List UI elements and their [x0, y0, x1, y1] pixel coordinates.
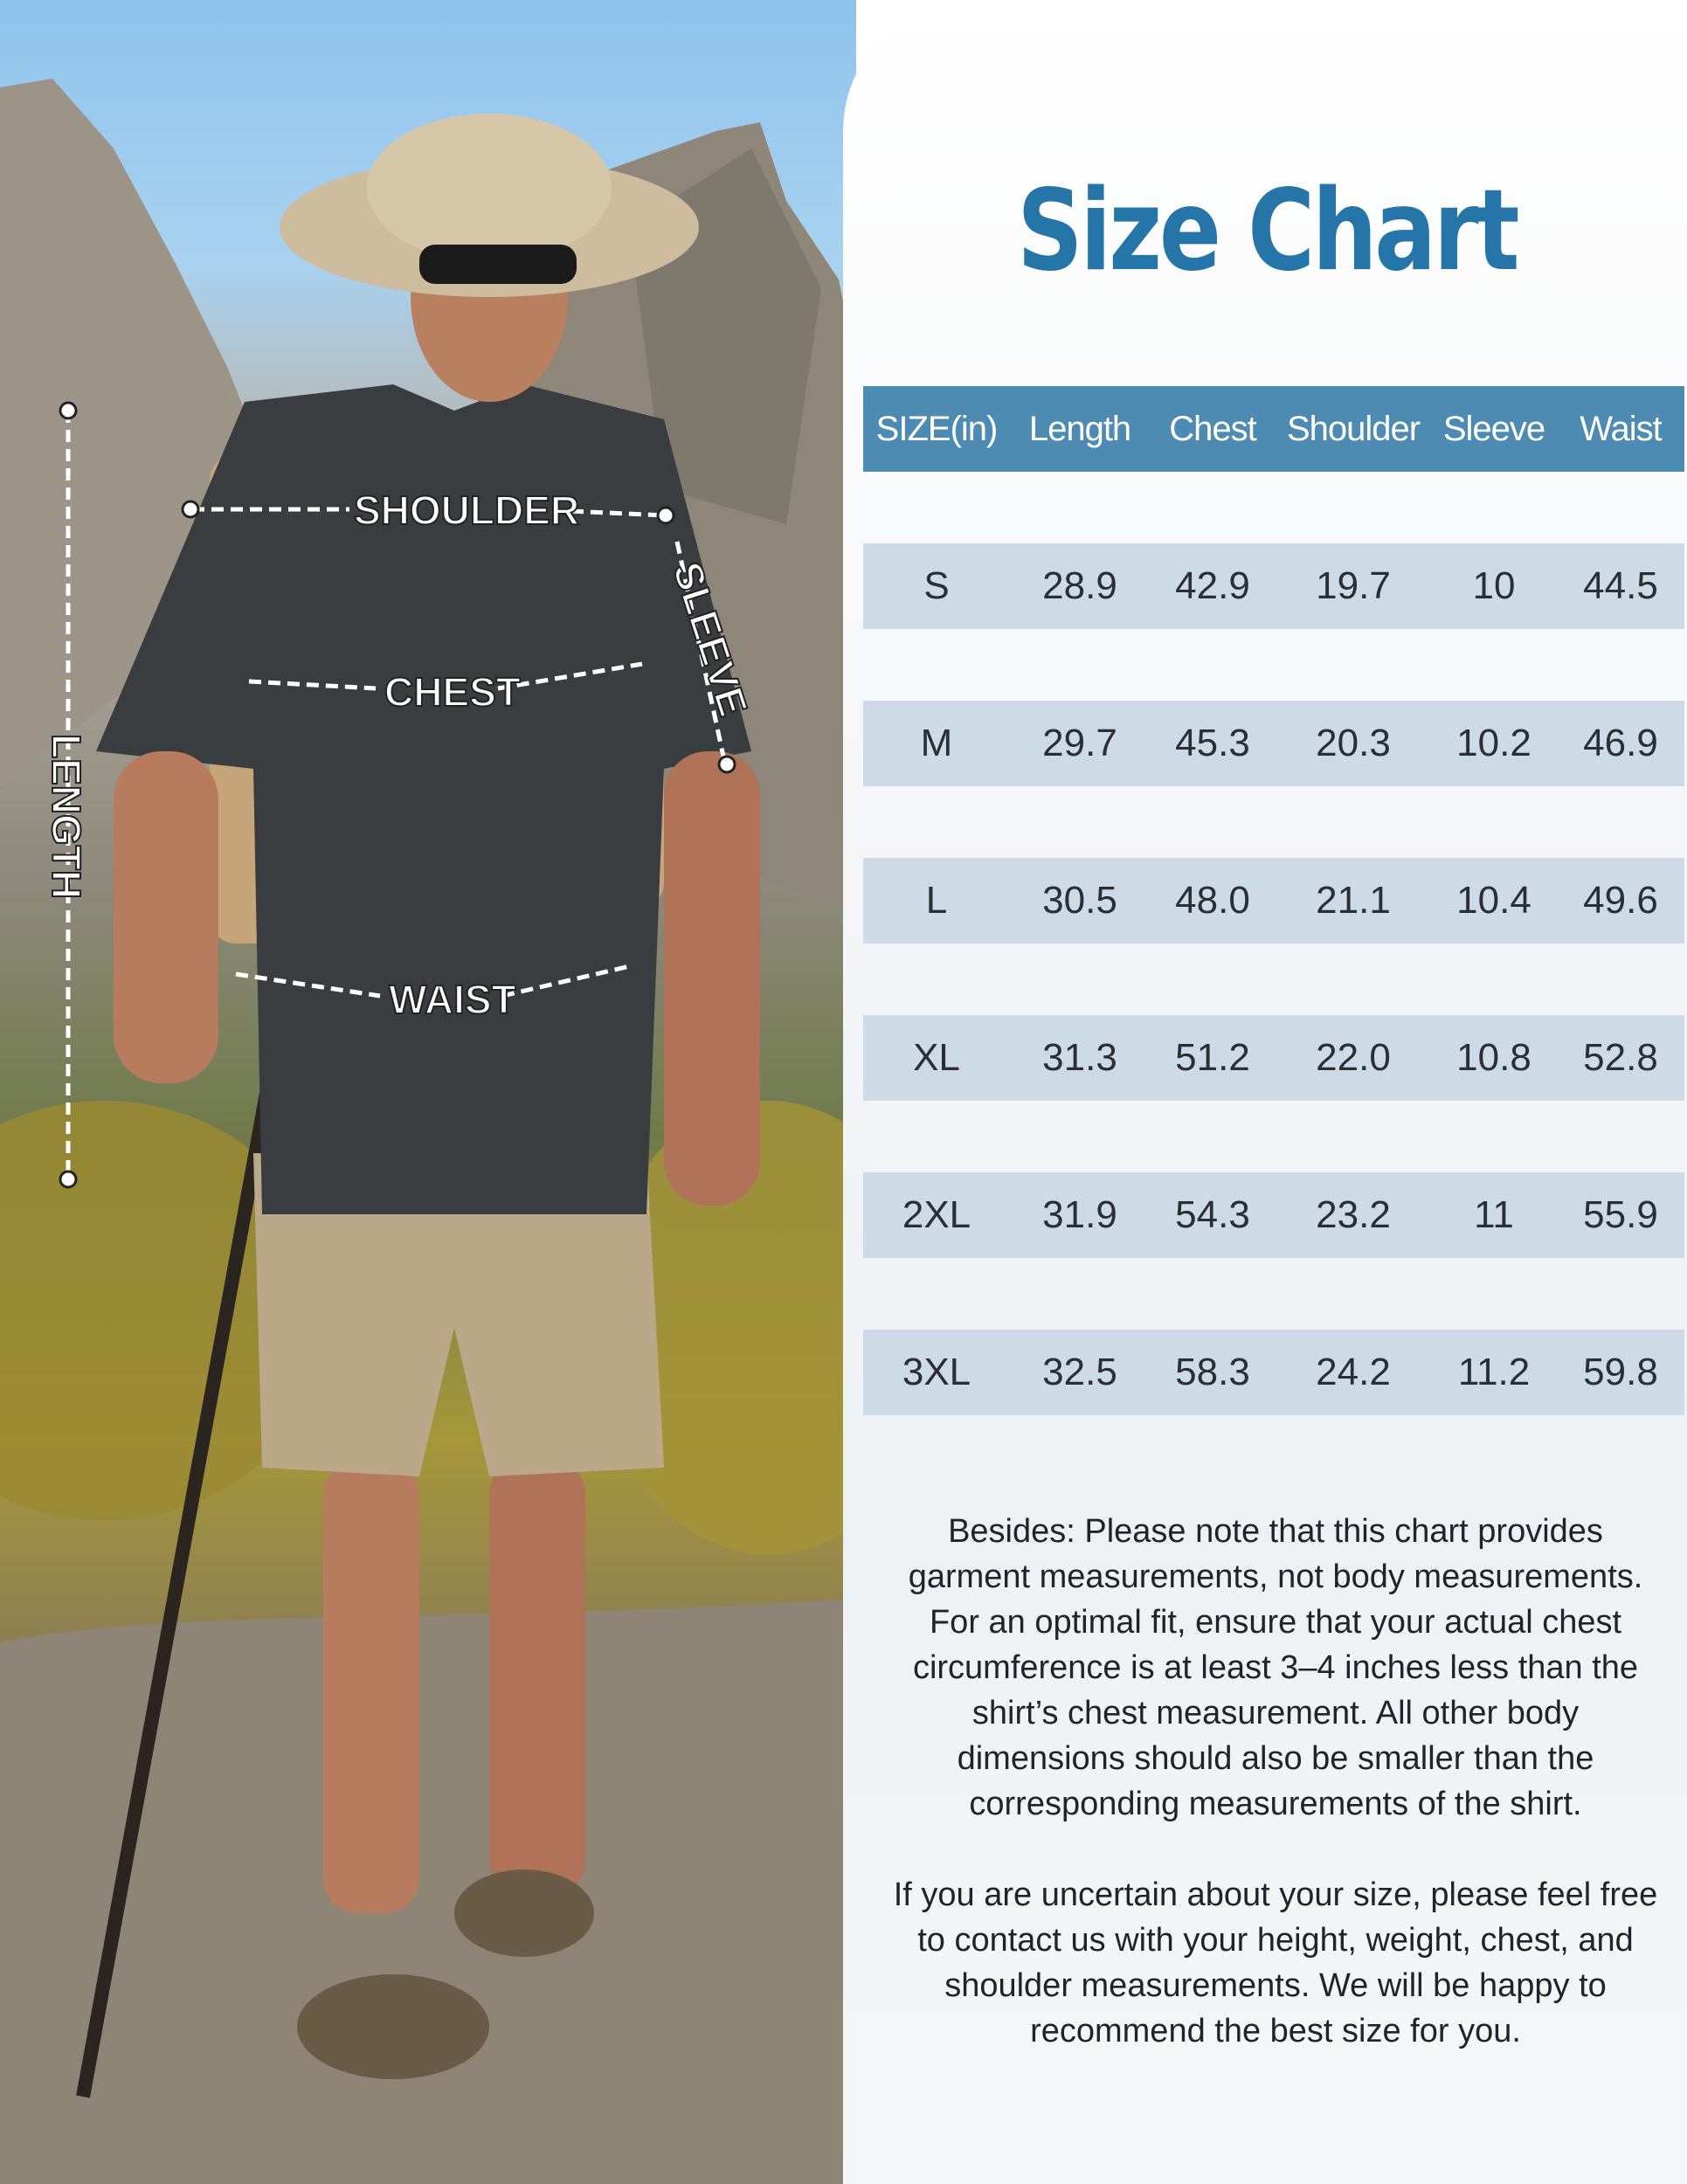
column-header-waist: Waist: [1557, 386, 1684, 472]
size-cell: S: [863, 543, 1010, 629]
length-cell: 30.5: [1010, 858, 1150, 943]
chest-cell: 42.9: [1150, 543, 1276, 629]
waist-cell: 44.5: [1557, 543, 1684, 629]
shoulder-cell: 22.0: [1276, 1015, 1431, 1101]
chest-cell: 54.3: [1150, 1172, 1276, 1258]
length-cell: 31.3: [1010, 1015, 1150, 1101]
garment-measurement-note: Besides: Please note that this chart provides garment measurements, not body measurements. For an optimal fit, ensure that your actual chest circumference is at least 3–4 inches less than the shirt’s chest measurement. All other body dimensions should also be smaller than the corresponding measurements of the shirt.: [908, 1513, 1643, 1822]
sleeve-cell: 10.4: [1431, 858, 1557, 943]
table-row: [863, 1015, 1684, 1101]
shoe-right: [454, 1870, 594, 1957]
size-cell: 3XL: [863, 1330, 1010, 1415]
length-cell: 31.9: [1010, 1172, 1150, 1258]
table-row: [863, 858, 1684, 943]
table-row: [863, 701, 1684, 786]
size-cell: 2XL: [863, 1172, 1010, 1258]
size-cell: L: [863, 858, 1010, 943]
table-header-row: [863, 386, 1684, 472]
ground: [0, 1599, 856, 2184]
waist-cell: 52.8: [1557, 1015, 1684, 1101]
column-header-shoulder: Shoulder: [1276, 386, 1431, 472]
chest-label: CHEST: [384, 669, 521, 715]
shoulder-cell: 20.3: [1276, 701, 1431, 786]
chest-cell: 58.3: [1150, 1330, 1276, 1415]
sleeve-cell: 11: [1431, 1172, 1557, 1258]
sleeve-cell: 10.2: [1431, 701, 1557, 786]
length-cell: 28.9: [1010, 543, 1150, 629]
size-chart-table: [863, 386, 1684, 1415]
column-header-size: SIZE(in): [863, 386, 1010, 472]
table-row: [863, 1330, 1684, 1415]
length-label: LENGTH: [44, 734, 89, 900]
length-cell: 29.7: [1010, 701, 1150, 786]
waist-cell: 46.9: [1557, 701, 1684, 786]
sleeve-cell: 11.2: [1431, 1330, 1557, 1415]
waist-cell: 49.6: [1557, 858, 1684, 943]
chest-cell: 51.2: [1150, 1015, 1276, 1101]
size-chart-title: Size Chart: [1017, 166, 1518, 296]
hat-crown: [367, 114, 612, 262]
arm-left: [114, 751, 218, 1083]
shoulder-cell: 23.2: [1276, 1172, 1431, 1258]
shoulder-cell: 24.2: [1276, 1330, 1431, 1415]
size-cell: XL: [863, 1015, 1010, 1101]
shoulder-cell: 21.1: [1276, 858, 1431, 943]
shoulder-cell: 19.7: [1276, 543, 1431, 629]
table-row: [863, 1172, 1684, 1258]
leg-left: [323, 1459, 419, 1913]
column-header-chest: Chest: [1150, 386, 1276, 472]
shoe-left: [297, 1974, 489, 2079]
arm-right: [664, 751, 760, 1206]
waist-cell: 59.8: [1557, 1330, 1684, 1415]
table-row: [863, 543, 1684, 629]
chest-cell: 48.0: [1150, 858, 1276, 943]
column-header-sleeve: Sleeve: [1431, 386, 1557, 472]
waist-label: WAIST: [389, 977, 516, 1022]
waist-cell: 55.9: [1557, 1172, 1684, 1258]
sleeve-cell: 10.8: [1431, 1015, 1557, 1101]
size-cell: M: [863, 701, 1010, 786]
contact-us-note: If you are uncertain about your size, please feel free to contact us with your height, weight, chest, and shoulder measurements. We will be happy to recommend the best size for you.: [893, 1876, 1658, 2049]
sleeve-label: SLEEVE: [664, 556, 757, 722]
sleeve-cell: 10: [1431, 543, 1557, 629]
length-cell: 32.5: [1010, 1330, 1150, 1415]
column-header-length: Length: [1010, 386, 1150, 472]
leg-right: [489, 1459, 585, 1896]
chest-cell: 45.3: [1150, 701, 1276, 786]
shoulder-label: SHOULDER: [354, 487, 580, 533]
sunglasses: [419, 245, 577, 284]
